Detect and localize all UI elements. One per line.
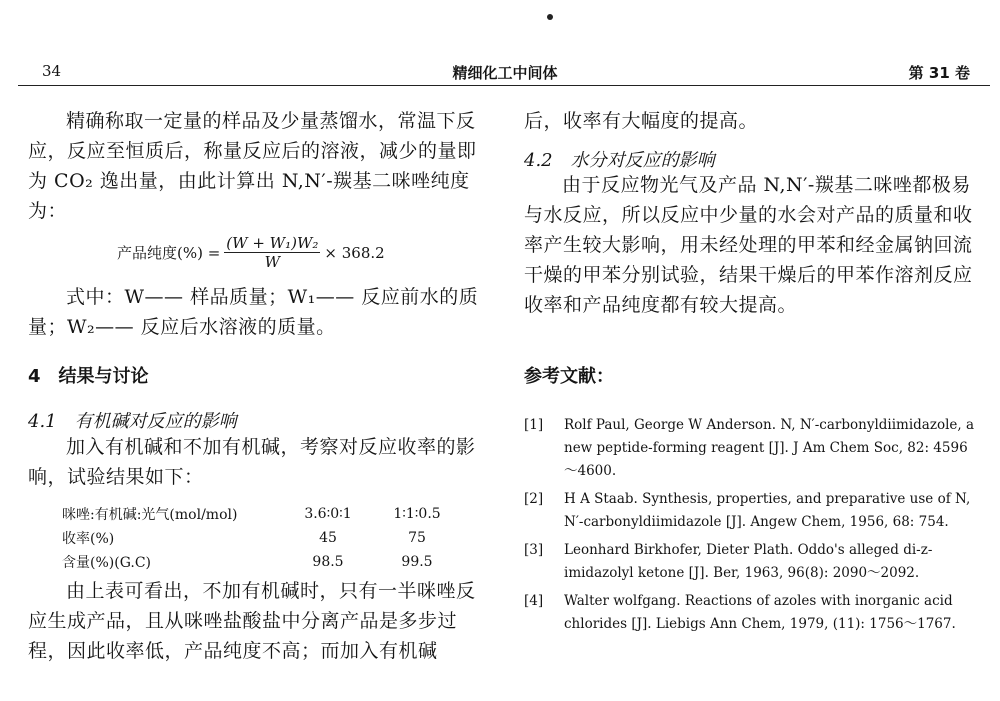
table-cell: 98.5: [312, 554, 344, 570]
right-column: [524, 106, 979, 136]
table-cell: 3.6∶0∶1: [304, 506, 352, 522]
journal-title: 精细化工中间体: [452, 64, 558, 82]
left-column-discussion: [28, 576, 483, 666]
reference-item: [524, 539, 976, 585]
formula-rhs: × 368.2: [324, 243, 385, 262]
table-cell: 99.5: [401, 554, 433, 570]
table-cell: 1∶1∶0.5: [393, 506, 441, 522]
left-column: [28, 106, 483, 226]
paragraph-continuation: 后，收率有大幅度的提高。: [524, 110, 759, 132]
left-column-intro: [28, 432, 483, 492]
section-4-2-heading: 4.2 水分对反应的影响: [524, 150, 715, 171]
results-table: [62, 502, 462, 574]
formula-fraction: [224, 234, 320, 271]
table-cell: 75: [408, 530, 426, 546]
reference-text: Rolf Paul, George W Anderson. N, N′-carbonyldiimidazole, a new peptide-forming reagent [J]. J Am Chem Soc, 82: 4596～4600.: [564, 417, 975, 479]
section-4-1-heading: 4.1 有机碱对反应的影响: [28, 411, 237, 432]
volume-label: 第 31 卷: [908, 64, 970, 82]
reference-item: [524, 414, 976, 483]
reference-index: [3]: [524, 542, 544, 558]
header-rule: [18, 85, 990, 86]
table-cell: 45: [319, 530, 337, 546]
reference-index: [2]: [524, 491, 544, 507]
table-cell-label: 咪唑:有机碱:光气(mol/mol): [62, 507, 238, 523]
references-list: [524, 414, 976, 641]
purity-formula: [117, 234, 385, 271]
table-row: [62, 550, 462, 574]
reference-item: [524, 488, 976, 534]
references-title: 参考文献：: [524, 366, 614, 387]
reference-item: [524, 590, 976, 636]
section-4-heading: 4 结果与讨论: [28, 366, 149, 387]
reference-text: H A Staab. Synthesis, properties, and preparative use of N, N′-carbonyldiimidazole [J]. Angew Chem, 1956, 68: 754.: [564, 491, 971, 530]
formula-lhs: 产品纯度(%) =: [117, 244, 221, 262]
paragraph-method: 精确称取一定量的样品及少量蒸馏水，常温下反应，反应至恒质后，称量反应后的溶液，减少的量即为 CO₂ 逸出量，由此计算出 N,N′-羰基二咪唑纯度为：: [28, 110, 477, 222]
reference-index: [1]: [524, 417, 544, 433]
reference-text: Walter wolfgang. Reactions of azoles with inorganic acid chlorides [J]. Liebigs Ann Chem, 1979, (11): 1756～1767.: [564, 593, 956, 632]
formula-numerator: (W + W₁)W₂: [226, 234, 319, 252]
table-row: [62, 502, 462, 526]
paragraph-table-intro: 加入有机碱和不加有机碱，考察对反应收率的影响，试验结果如下：: [28, 436, 476, 488]
table-cell-label: 含量(%)(G.C): [62, 555, 151, 571]
reference-index: [4]: [524, 593, 544, 609]
reference-text: Leonhard Birkhofer, Dieter Plath. Oddo's alleged di-z-imidazolyl ketone [J]. Ber, 1963, 96(8): 2090～2092.: [564, 542, 933, 581]
table-cell-label: 收率(%): [62, 531, 115, 547]
table-row: [62, 526, 462, 550]
paragraph-water-effect: 由于反应物光气及产品 N,N′-羰基二咪唑都极易与水反应，所以反应中少量的水会对产品的质量和收率产生较大影响，用未经处理的甲苯和经金属钠回流干燥的甲苯分别试验，结果干燥后的甲苯作溶剂反应收率和产品纯度都有较大提高。: [524, 174, 973, 316]
paragraph-definitions: 式中：W—— 样品质量；W₁—— 反应前水的质量；W₂—— 反应后水溶液的质量。: [28, 286, 479, 338]
page-number: 34: [42, 62, 62, 80]
formula-denominator: W: [264, 253, 281, 271]
paragraph-discussion: 由上表可看出，不加有机碱时，只有一半咪唑反应生成产品，且从咪唑盐酸盐中分离产品是多步过程，因此收率低，产品纯度不高；而加入有机碱: [28, 580, 476, 662]
right-column-water: [524, 170, 979, 320]
left-column-defs: [28, 282, 483, 342]
ink-speck: [547, 14, 553, 20]
